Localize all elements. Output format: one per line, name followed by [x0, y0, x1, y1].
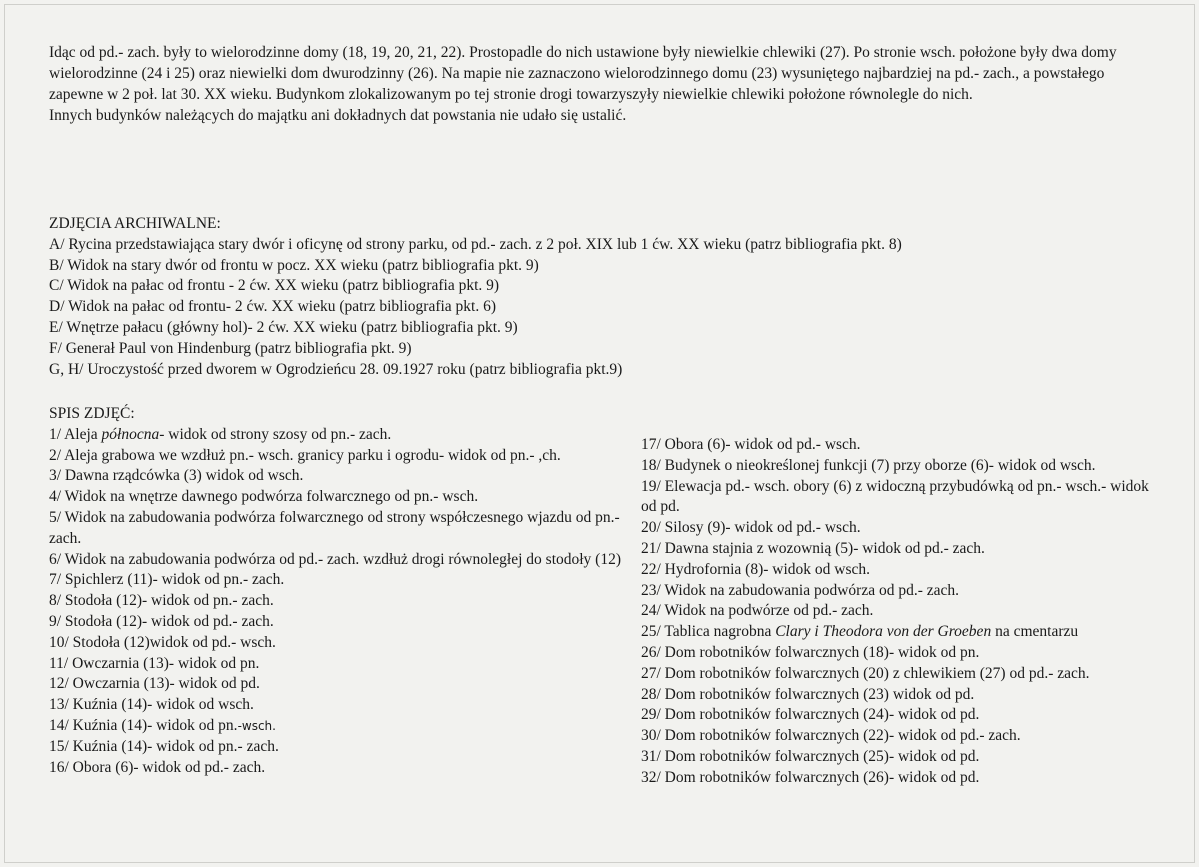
photo-list-item: 9/ Stodoła (12)- widok od pd.- zach. [49, 612, 274, 630]
photo-list-item: 29/ Dom robotników folwarcznych (24)- widok od pd. [641, 706, 980, 724]
photo-list-item: 11/ Owczarnia (13)- widok od pn. [49, 654, 260, 672]
photo-list-item [641, 622, 1161, 643]
item-text: 1/ Aleja [49, 425, 102, 443]
archival-item: F/ Generał Paul von Hindenburg (patrz bibliografia pkt. 9) [49, 339, 412, 357]
photo-list-item: 30/ Dom robotników folwarcznych (22)- widok od pd.- zach. [641, 727, 1021, 745]
intro-paragraph-2: Innych budynków należących do majątku ani dokładnych dat powstania nie udało się ustalić. [49, 107, 627, 124]
archival-item: D/ Widok na pałac od frontu- 2 ćw. XX wieku (patrz bibliografia pkt. 6) [49, 298, 497, 316]
photo-list-item: 32/ Dom robotników folwarcznych (26)- widok od pd. [641, 768, 980, 786]
item-text: 25/ Tablica nagrobna [641, 623, 776, 641]
item-italic-text: północna [101, 425, 160, 443]
photo-list-item: 5/ Widok na zabudowania podwórza folwarcznego od strony współczesnego wjazdu od pn.- zach. [49, 508, 620, 547]
photo-list-left [49, 404, 639, 778]
archival-item: G, H/ Uroczystość przed dworem w Ogrodzieńcu 28. 09.1927 roku (patrz bibliografia pkt.9) [49, 360, 623, 378]
photo-list-item: 26/ Dom robotników folwarcznych (18)- widok od pn. [641, 643, 980, 661]
archival-item: B/ Widok na stary dwór od frontu w pocz. XX wieku (patrz bibliografia pkt. 9) [49, 256, 539, 274]
photo-list-item: 18/ Budynek o nieokreślonej funkcji (7) przy oborze (6)- widok od wsch. [641, 456, 1096, 474]
intro-text [49, 42, 1149, 126]
archival-item: A/ Rycina przedstawiająca stary dwór i oficynę od strony parku, od pd.- zach. z 2 poł. XIX lub 1 ćw. XX wieku (patrz bibliografia pkt. 8) [49, 235, 902, 253]
photo-list-item: 23/ Widok na zabudowania podwórza od pd.- zach. [641, 581, 960, 599]
photo-list-item: 21/ Dawna stajnia z wozownią (5)- widok od pd.- zach. [641, 539, 985, 557]
photo-list-item: 20/ Silosy (9)- widok od pd.- wsch. [641, 519, 861, 537]
archival-item: C/ Widok na pałac od frontu - 2 ćw. XX wieku (patrz bibliografia pkt. 9) [49, 277, 500, 295]
photo-list-item: 2/ Aleja grabowa we wzdłuż pn.- wsch. granicy parku i ogrodu- widok od pn.- ,ch. [49, 446, 561, 464]
photo-list-item: 17/ Obora (6)- widok od pd.- wsch. [641, 436, 861, 453]
photo-list-item: 6/ Widok na zabudowania podwórza od pd.- zach. wzdłuż drogi równoległej do stodoły (12) [49, 550, 622, 568]
item-text: 14/ Kuźnia (14)- widok od pn. [49, 716, 238, 734]
archival-heading: ZDJĘCIA ARCHIWALNE: [49, 215, 221, 232]
item-text: - widok od strony szosy od pn.- zach. [159, 425, 392, 443]
photo-list-item: 24/ Widok na podwórze od pd.- zach. [641, 602, 874, 620]
photo-list-heading: SPIS ZDJĘĆ: [49, 405, 135, 422]
photo-list-right [641, 435, 1161, 789]
photo-list-item: 19/ Elewacja pd.- wsch. obory (6) z widoczną przybudówką od pn.- wsch.- widok od pd. [641, 477, 1149, 516]
intro-paragraph: Idąc od pd.- zach. były to wielorodzinne domy (18, 19, 20, 21, 22). Prostopadle do nich ustawione były niewielkie chlewiki (27). Po stronie wsch. położone były dwa domy wielorodzinne (24 i 25) oraz niewielki dom dwurodzinny (26). Na mapie nie zaznaczono wielorodzinnego domu (23) wysuniętego najbardziej na pd.- zach., a powstałego zapewne w 2 poł. lat 30. XX wieku. Budynkom zlokalizowanym po tej stronie drogi towarzyszyły niewielkie chlewiki położone równolegle do nich. [49, 44, 1117, 103]
photo-list-item: 10/ Stodoła (12)widok od pd.- wsch. [49, 633, 276, 651]
photo-list-item: 28/ Dom robotników folwarcznych (23) widok od pd. [641, 685, 975, 703]
photo-list-item: 22/ Hydrofornia (8)- widok od wsch. [641, 560, 871, 578]
handwritten-note: -wsch. [237, 718, 276, 733]
photo-list-item: 27/ Dom robotników folwarcznych (20) z chlewikiem (27) od pd.- zach. [641, 664, 1090, 682]
photo-list-item: 4/ Widok na wnętrze dawnego podwórza folwarcznego od pn.- wsch. [49, 488, 479, 506]
archival-item: E/ Wnętrze pałacu (główny hol)- 2 ćw. XX wieku (patrz bibliografia pkt. 9) [49, 318, 518, 336]
photo-list-item: 16/ Obora (6)- widok od pd.- zach. [49, 758, 266, 776]
photo-list-item: 7/ Spichlerz (11)- widok od pn.- zach. [49, 571, 285, 589]
item-italic-text: Clary i Theodora von der Groeben [775, 623, 992, 641]
photo-list-item: 12/ Owczarnia (13)- widok od pd. [49, 675, 260, 693]
photo-list-item: 31/ Dom robotników folwarcznych (25)- widok od pd. [641, 747, 980, 765]
photo-list-item [49, 425, 639, 446]
photo-list-item: 3/ Dawna rządcówka (3) widok od wsch. [49, 467, 304, 485]
photo-list-item: 8/ Stodoła (12)- widok od pn.- zach. [49, 592, 274, 610]
archival-photos-section [49, 214, 1049, 380]
photo-list-item: 13/ Kuźnia (14)- widok od wsch. [49, 696, 254, 714]
photo-list-item: 15/ Kuźnia (14)- widok od pn.- zach. [49, 737, 279, 755]
item-text: na cmentarzu [991, 623, 1079, 641]
photo-list-item [49, 716, 639, 737]
